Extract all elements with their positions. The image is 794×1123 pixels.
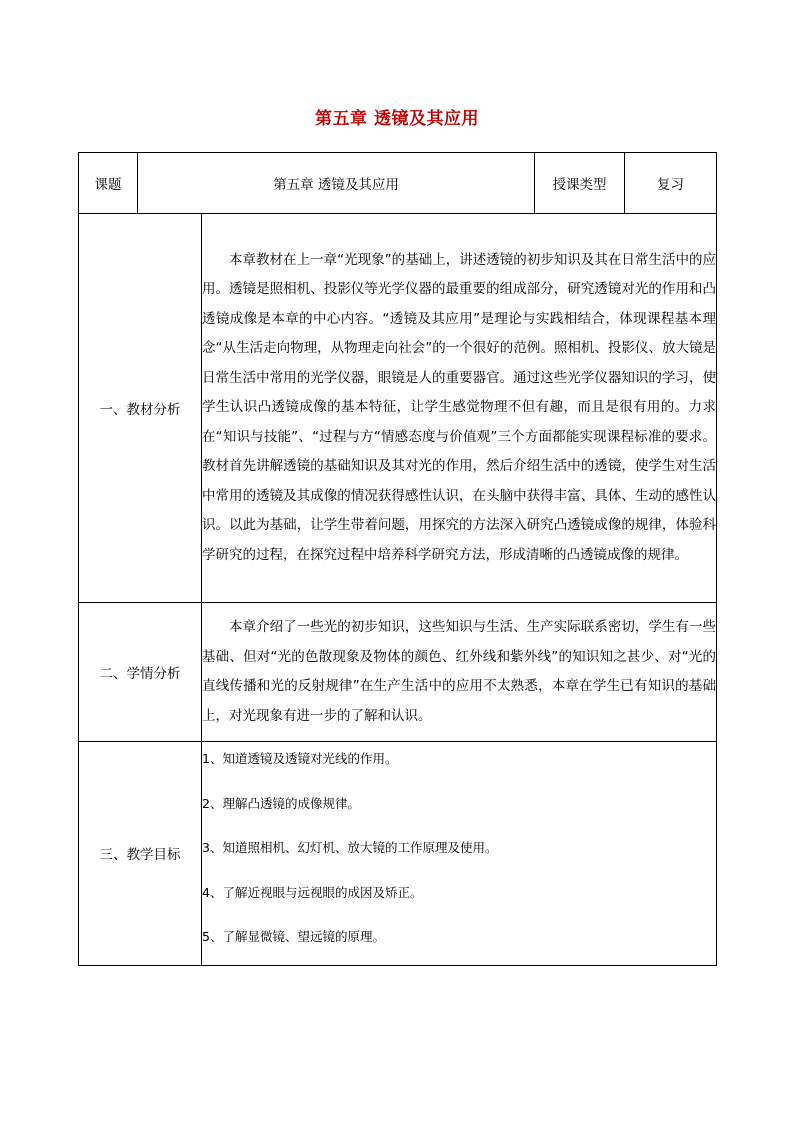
textbook-analysis-label: 一、教材分析 [79,214,202,603]
goal-item: 3、知道照相机、幻灯机、放大镜的工作原理及使用。 [202,840,498,856]
textbook-analysis-row [79,214,717,603]
textbook-analysis-text: 本章教材在上一章“光现象”的基础上，讲述透镜的初步知识及其在日常生活中的应用。透镜是照相机、投影仪等光学仪器的最重要的组成部分，研究透镜对光的作用和凸透镜成像是本章的中心内容。“透镜及其应用”是理论与实践相结合，体现课程基本理念“从生活走向物理，从物理走向社会”的一个很好的范例。照相机、投影仪、放大镜是日常生活中常用的光学仪器，眼镜是人的重要器官。通过这些光学仪器知识的学习，使学生认识凸透镜成像的基本特征，让学生感觉物理不但有趣，而且是很有用的。力求在“知识与技能”、“过程与方“情感态度与价值观”三个方面都能实现课程标准的要求。教材首先讲解透镜的基础知识及其对光的作用，然后介绍生活中的透镜，使学生对生活中常用的透镜及其成像的情况获得感性认识，在头脑中获得丰富、具体、生动的感性认识。以此为基础，让学生带着问题，用探究的方法深入研究凸透镜成像的规律，体验科学研究的过程，在探究过程中培养科学研究方法，形成清晰的凸透镜成像的规律。 [202,251,717,563]
textbook-analysis-content [202,214,717,603]
goal-item: 4、了解近视眼与远视眼的成因及矫正。 [202,884,423,900]
header-row [79,153,717,214]
student-analysis-label: 二、学情分析 [79,603,202,742]
lesson-type-label: 授课类型 [535,153,625,214]
teaching-goals-row [79,742,717,966]
teaching-goals-content [202,742,717,966]
lesson-plan-table [78,152,717,966]
topic-label: 课题 [79,153,138,214]
goal-item: 2、理解凸透镜的成像规律。 [202,795,360,811]
document-title: 第五章 透镜及其应用 [315,109,479,129]
topic-value: 第五章 透镜及其应用 [138,153,535,214]
teaching-goals-label: 三、教学目标 [79,742,202,966]
student-analysis-content [202,603,717,742]
student-analysis-row [79,603,717,742]
goal-item: 1、知道透镜及透镜对光线的作用。 [202,751,398,766]
student-analysis-text: 本章介绍了一些光的初步知识，这些知识与生活、生产实际联系密切，学生有一些基础、但对“光的色散现象及物体的颜色、红外线和紫外线”的知识知之甚少、对“光的直线传播和光的反射规律”在生产生活中的应用不太熟悉，本章在学生已有知识的基础上，对光现象有进一步的了解和认识。 [202,619,717,724]
lesson-type-value: 复习 [625,153,717,214]
goal-item: 5、了解显微镜、望远镜的原理。 [202,929,385,945]
